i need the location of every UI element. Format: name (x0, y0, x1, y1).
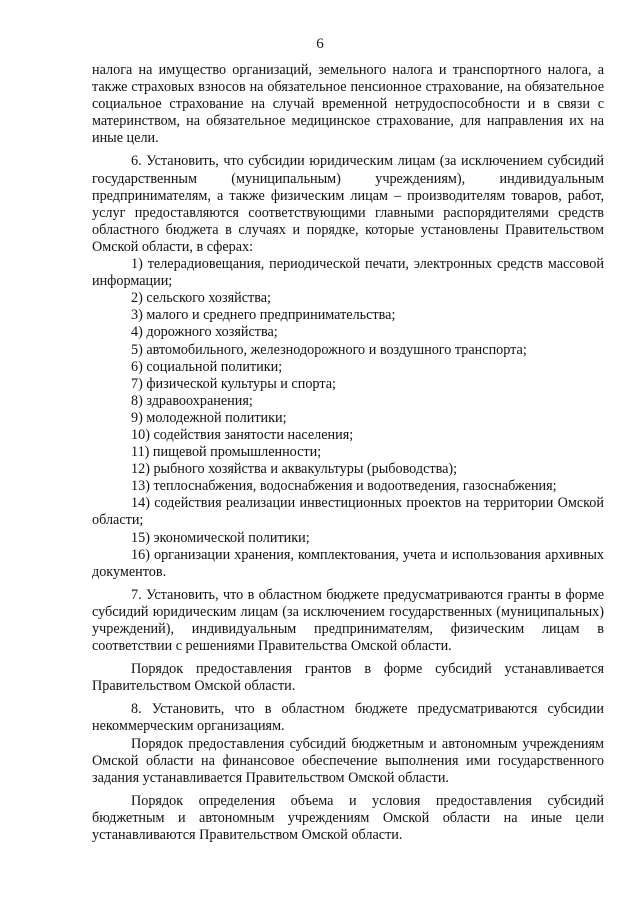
paragraph: 10) содействия занятости населения; (131, 426, 354, 443)
paragraph: 3) малого и среднего предпринимательства; (131, 307, 396, 324)
paragraph: 1) телерадиовещания, периодической печати, электронных средств массовой информации; (92, 256, 604, 290)
paragraph: налога на имущество организаций, земельного налога и транспортного налога, а также страховых взносов на обязательное пенсионное страхование, на обязательное социальное страхование на случай временной нетрудоспособности и в связи с материнством, на обязательное медицинское страхование, для направления их на иные цели. (92, 62, 604, 147)
paragraph: Порядок предоставления субсидий бюджетным и автономным учреждениям Омской области на финансовое обеспечение выполнения ими государственного задания устанавливается Правительством Омской области. (92, 735, 604, 786)
paragraph: 4) дорожного хозяйства; (131, 324, 278, 341)
paragraph: 16) организации хранения, комплектования, учета и использования архивных документов. (92, 546, 604, 580)
paragraph: 15) экономической политики; (131, 529, 310, 546)
paragraph: 11) пищевой промышленности; (131, 444, 322, 461)
paragraph: 7. Установить, что в областном бюджете предусматриваются гранты в форме субсидий юридическим лицам (за исключением государственных (муниципальных) учреждений), индивидуальным предпринимателям, физическим лицам в соответствии с решениями Правительства Омской области. (92, 586, 604, 655)
paragraph: Порядок определения объема и условия предоставления субсидий бюджетным и автономным учреждениям Омской области на иные цели устанавливаются Правительством Омской области. (92, 792, 604, 844)
page-number: 6 (316, 36, 324, 52)
paragraph: 14) содействия реализации инвестиционных проектов на территории Омской области; (92, 495, 604, 529)
paragraph: 8) здравоохранения; (131, 392, 253, 409)
paragraph: 7) физической культуры и спорта; (131, 375, 336, 392)
paragraph: Порядок предоставления грантов в форме субсидий устанавливается Правительством Омской области. (92, 661, 604, 695)
paragraph: 2) сельского хозяйства; (131, 290, 271, 307)
paragraph: 9) молодежной политики; (131, 409, 287, 426)
paragraph: 12) рыбного хозяйства и аквакультуры (рыбоводства); (131, 461, 458, 478)
paragraph: 6) социальной политики; (131, 358, 283, 375)
paragraph: 8. Установить, что в областном бюджете предусматриваются субсидии некоммерческим организациям. (92, 701, 604, 735)
document-body (92, 62, 604, 844)
paragraph: 13) теплоснабжения, водоснабжения и водоотведения, газоснабжения; (131, 478, 557, 495)
paragraph: 6. Установить, что субсидии юридическим лицам (за исключением субсидий государственным (муниципальным) учреждениям), индивидуальным предпринимателям, а также физическим лицам – производителям товаров, работ, услуг предоставляются соответствующими главными распорядителями средств областного бюджета в случаях и порядке, которые установлены Правительством Омской области, в сферах: (92, 153, 604, 255)
paragraph: 5) автомобильного, железнодорожного и воздушного транспорта; (131, 341, 527, 358)
